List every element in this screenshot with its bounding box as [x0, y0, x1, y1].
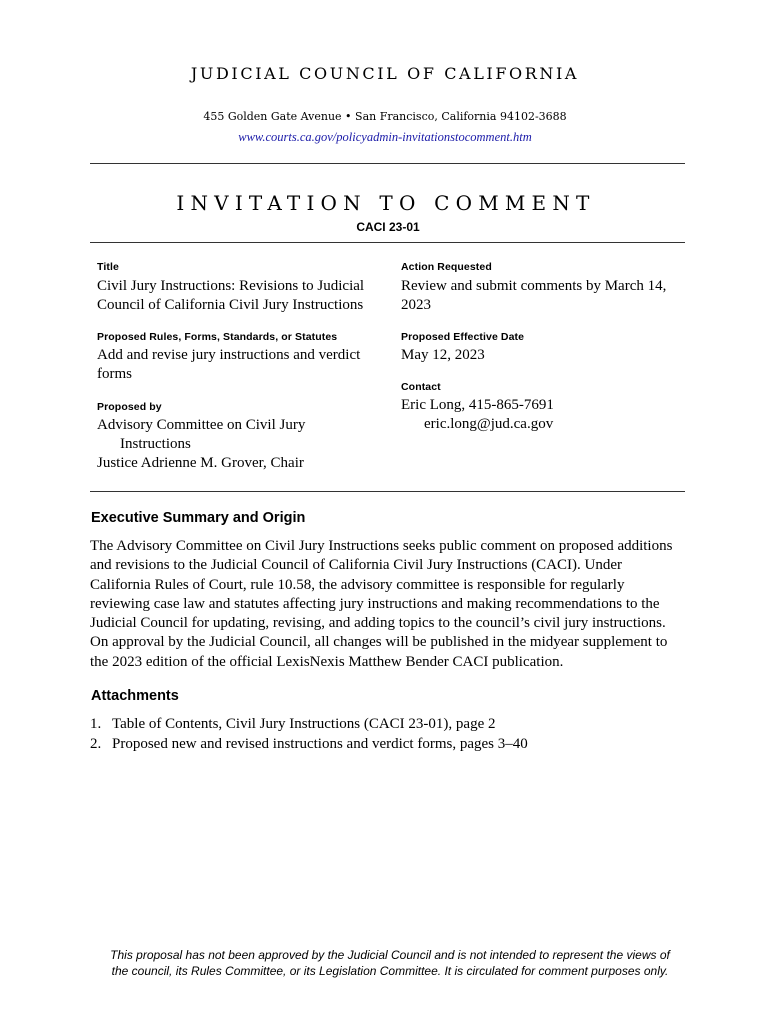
- summary-line: Judicial Council for updating, revising, and adding topics to the council’s civil jury instructions.: [90, 615, 666, 632]
- attachments-list: [90, 715, 690, 754]
- effective-date-value: May 12, 2023: [401, 347, 485, 363]
- proposed-rules-line: forms: [97, 366, 132, 382]
- document-code: CACI 23-01: [356, 220, 420, 234]
- list-item: [90, 735, 690, 755]
- proposed-rules-label: Proposed Rules, Forms, Standards, or Statutes: [97, 331, 338, 343]
- footer-line: the council, its Rules Committee, or its Legislation Committee. It is circulated for comment purposes only.: [111, 964, 669, 978]
- contact-value: [401, 396, 691, 434]
- footer-line: This proposal has not been approved by the Judicial Council and is not intended to represent the views of: [110, 948, 670, 962]
- summary-line: the 2023 edition of the official LexisNexis Matthew Bender CACI publication.: [90, 653, 564, 670]
- proposed-by-value: [97, 416, 387, 473]
- list-item-number: 2.: [90, 735, 102, 752]
- organization-name: JUDICIAL COUNCIL OF CALIFORNIA: [190, 64, 580, 83]
- list-item-number: 1.: [90, 716, 102, 732]
- proposed-by-line: Instructions: [120, 436, 191, 452]
- title-line: Civil Jury Instructions: Revisions to Judicial: [97, 278, 365, 294]
- effective-date-label: Proposed Effective Date: [401, 331, 525, 343]
- contact-email-link[interactable]: eric.long@jud.ca.gov: [424, 416, 554, 432]
- title-value: [97, 277, 387, 315]
- document-title: INVITATION TO COMMENT: [176, 191, 596, 215]
- proposed-by-chair: Justice Adrienne M. Grover, Chair: [97, 455, 304, 471]
- divider-header: [90, 242, 685, 243]
- summary-line: California Rules of Court, rule 10.58, the advisory committee is responsible for regularly: [90, 576, 625, 593]
- summary-line: and revisions to the Judicial Council of California Civil Jury Instructions (CACI). Under: [90, 557, 623, 574]
- summary-line: The Advisory Committee on Civil Jury Instructions seeks public comment on proposed additions: [90, 538, 673, 554]
- proposed-rules-value: [97, 346, 387, 384]
- proposed-rules-line: Add and revise jury instructions and verdict: [97, 347, 361, 363]
- list-item-text: Table of Contents, Civil Jury Instructions (CACI 23-01), page 2: [112, 716, 496, 732]
- proposed-by-label: Proposed by: [97, 401, 162, 413]
- comment-url-link[interactable]: www.courts.ca.gov/policyadmin-invitationstocomment.htm: [238, 130, 532, 144]
- action-requested-label: Action Requested: [401, 261, 492, 273]
- list-item: [90, 715, 690, 735]
- proposed-by-line: Advisory Committee on Civil Jury: [97, 417, 306, 433]
- organization-address: 455 Golden Gate Avenue • San Francisco, California 94102-3688: [203, 110, 567, 123]
- title-label: Title: [97, 261, 119, 273]
- contact-label: Contact: [401, 381, 441, 393]
- title-line: Council of California Civil Jury Instructions: [97, 297, 364, 313]
- divider-top: [90, 163, 685, 164]
- summary-line: On approval by the Judicial Council, all changes will be published in the midyear supplement to: [90, 634, 668, 651]
- footer-disclaimer: [80, 947, 700, 979]
- list-item-text: Proposed new and revised instructions and verdict forms, pages 3–40: [112, 735, 528, 752]
- summary-paragraph: [90, 537, 690, 672]
- summary-line: reviewing case law and statutes affecting jury instructions and making recommendations to the: [90, 595, 660, 612]
- contact-name-phone: Eric Long, 415-865-7691: [401, 397, 554, 413]
- action-requested-line: 2023: [401, 297, 431, 313]
- summary-heading: Executive Summary and Origin: [91, 510, 306, 526]
- attachments-heading: Attachments: [91, 688, 179, 704]
- action-requested-value: [401, 277, 691, 315]
- action-requested-line: Review and submit comments by March 14,: [401, 278, 667, 294]
- divider-fields: [90, 491, 685, 492]
